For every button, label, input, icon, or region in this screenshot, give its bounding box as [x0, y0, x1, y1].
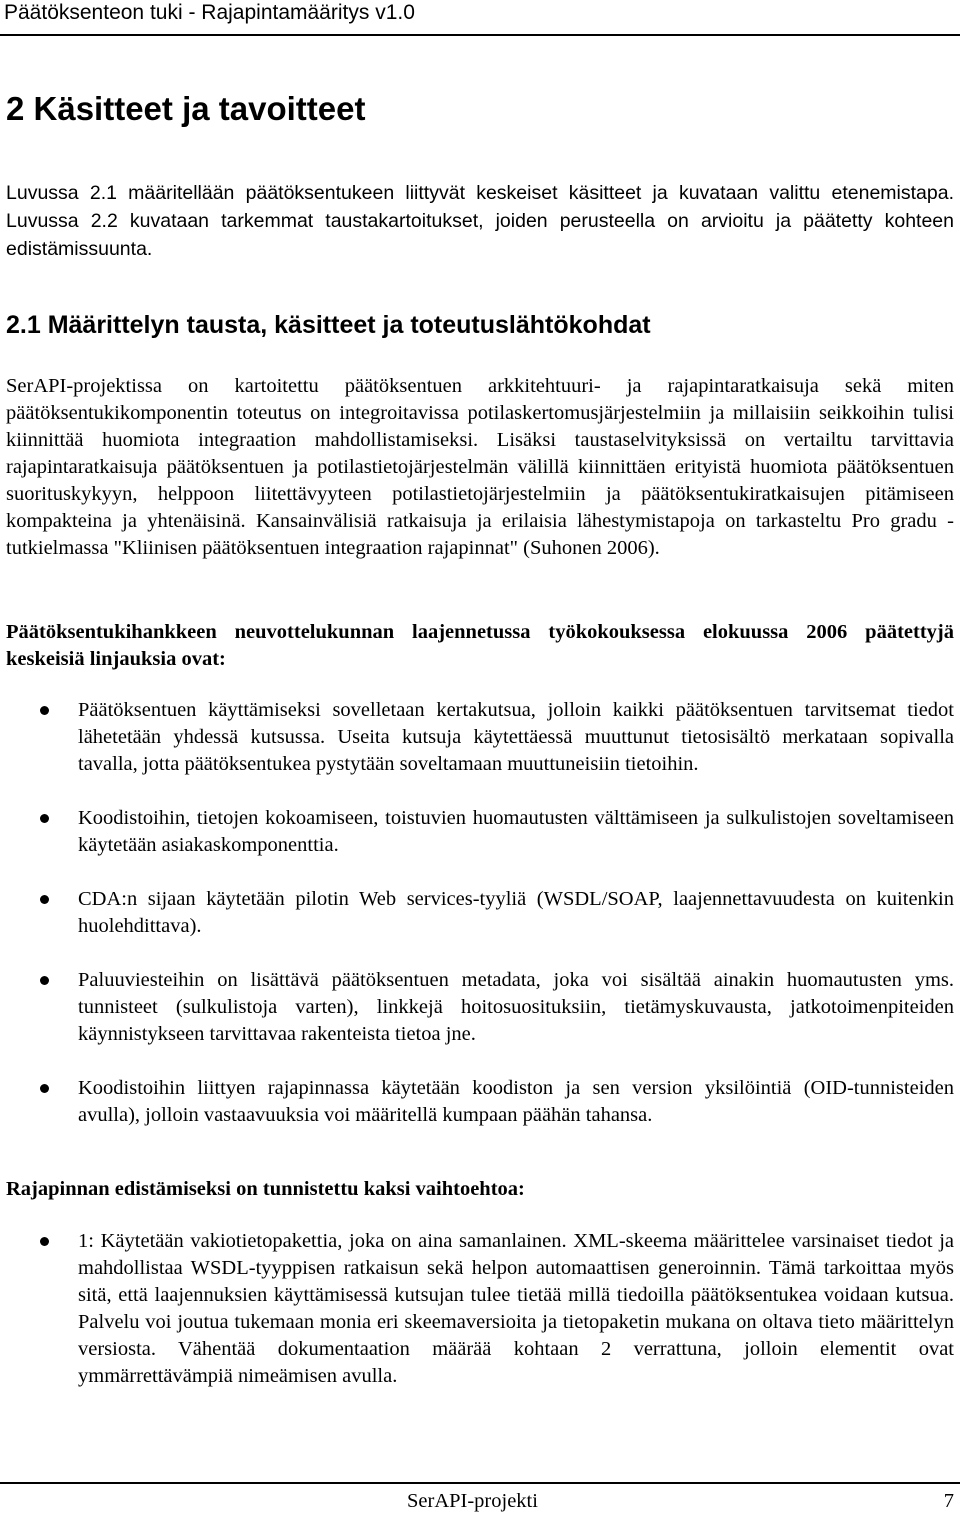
subsection-heading: 2.1 Määrittelyn tausta, käsitteet ja toteutuslähtökohdat: [6, 311, 651, 339]
list-item: [0, 967, 960, 1048]
bullet-icon: [40, 814, 49, 823]
list-item-text: 1: Käytetään vakiotietopakettia, joka on aina samanlainen. XML-skeema määrittelee varsinaiset tiedot ja mahdollistaa WSDL-tyyppisen ratkaisun sekä helpon automaattisen generoinnin. Tämä tarkoittaa myös sitä, että laajennuksien käyttämisessä kutsujan tulee tietää millä tiedoilla päätöksentukea voidaan kutsua. Palvelu voi joutua tukemaan monia eri skeemaversioita ja tietopaketin mukana on oltava tieto määrittelyn versiosta. Vähentää dokumentaation määrää kohtaan 2 verrattuna, jolloin elementit ovat ymmärrettävämpiä nimeämisen avulla.: [78, 1230, 954, 1387]
list-item-text: Päätöksentuen käyttämiseksi sovelletaan kertakutsua, jolloin kaikki päätöksentuen tarvitsemat tiedot lähetetään yhdessä kutsussa. Useita kutsuja käytettäessä muuttunut tietosisältö merkataan sopivalla tavalla, jotta päätöksentukea pystytään soveltamaan muuttuneisiin tietoihin.: [78, 699, 954, 775]
footer-project-name: SerAPI-projekti: [407, 1490, 538, 1512]
list-item: [0, 1075, 960, 1129]
bullet-icon: [40, 1084, 49, 1093]
list-item-text: Koodistoihin liittyen rajapinnassa käytetään koodiston ja sen version yksilöintiä (OID-tunnisteiden avulla), jolloin vastaavuuksia voi määritellä kumpaan päähän tahansa.: [78, 1077, 954, 1126]
list-item: [0, 1228, 960, 1390]
bullet-icon: [40, 1237, 49, 1246]
page-number: 7: [943, 1490, 954, 1512]
chapter-intro-paragraph: Luvussa 2.1 määritellään päätöksentukeen liittyvät keskeiset käsitteet ja kuvataan valittu etenemistapa. Luvussa 2.2 kuvataan tarkemmat taustakartoitukset, joiden perusteella on arvioitu ja päätetty kohteen edistämissuunta.: [6, 182, 954, 260]
list-item-text: CDA:n sijaan käytetään pilotin Web services-tyyliä (WSDL/SOAP, laajennettavuudesta on kuitenkin huolehdittava).: [78, 888, 954, 937]
background-paragraph: SerAPI-projektissa on kartoitettu päätöksentuen arkkitehtuuri- ja rajapintaratkaisuja sekä miten päätöksentukikomponentin toteutus on integroitavissa potilaskertomusjärjestelmiin ja millaisiin seikkoihin tulisi kiinnittää huomiota integraation mahdollistamiseksi. Lisäksi taustaselvityksissä on vertailtu tarvittavia rajapintaratkaisuja päätöksentuen ja potilastietojärjestelmän välillä kiinnittäen erityistä huomiota päätöksentuen suorituskykyyn, helppoon liitettävyyteen potilastietojärjestelmiin ja päätöksentukiratkaisujen pitämiseen kompakteina ja yhtenäisinä. Kansainvälisiä ratkaisuja ja erilaisia lähestymistapoja on tarkasteltu Pro gradu -tutkielmassa "Kliinisen päätöksentuen integraation rajapinnat" (Suhonen 2006).: [6, 375, 954, 559]
options-lead: Rajapinnan edistämiseksi on tunnistettu kaksi vaihtoehtoa:: [6, 1178, 525, 1200]
list-item: [0, 886, 960, 940]
footer-rule: [0, 1482, 960, 1484]
bullet-icon: [40, 895, 49, 904]
chapter-heading: 2 Käsitteet ja tavoitteet: [6, 90, 366, 127]
workshop-lead: Päätöksentukihankkeen neuvottelukunnan laajennetussa työkokouksessa elokuussa 2006 päätettyjä keskeisiä linjauksia ovat:: [6, 621, 954, 670]
workshop-bullet-list: [0, 697, 960, 1156]
header-rule: [0, 34, 960, 36]
options-bullet-list: [0, 1228, 960, 1390]
bullet-icon: [40, 976, 49, 985]
running-header-title: Päätöksenteon tuki - Rajapintamääritys v1.0: [4, 1, 415, 24]
list-item-text: Koodistoihin, tietojen kokoamiseen, toistuvien huomautusten välttämiseen ja sulkulistojen soveltamiseen käytetään asiakaskomponenttia.: [78, 807, 954, 856]
list-item: [0, 805, 960, 859]
list-item-text: Paluuviesteihin on lisättävä päätöksentuen metadata, joka voi sisältää ainakin huomautusten yms. tunnisteet (sulkulistoja varten), linkkejä hoitosuosituksiin, tietämyskuvausta, jatkotoimenpiteiden käynnistykseen tarvittavaa rakenteista tietoa jne.: [78, 969, 954, 1045]
bullet-icon: [40, 706, 49, 715]
list-item: [0, 697, 960, 778]
